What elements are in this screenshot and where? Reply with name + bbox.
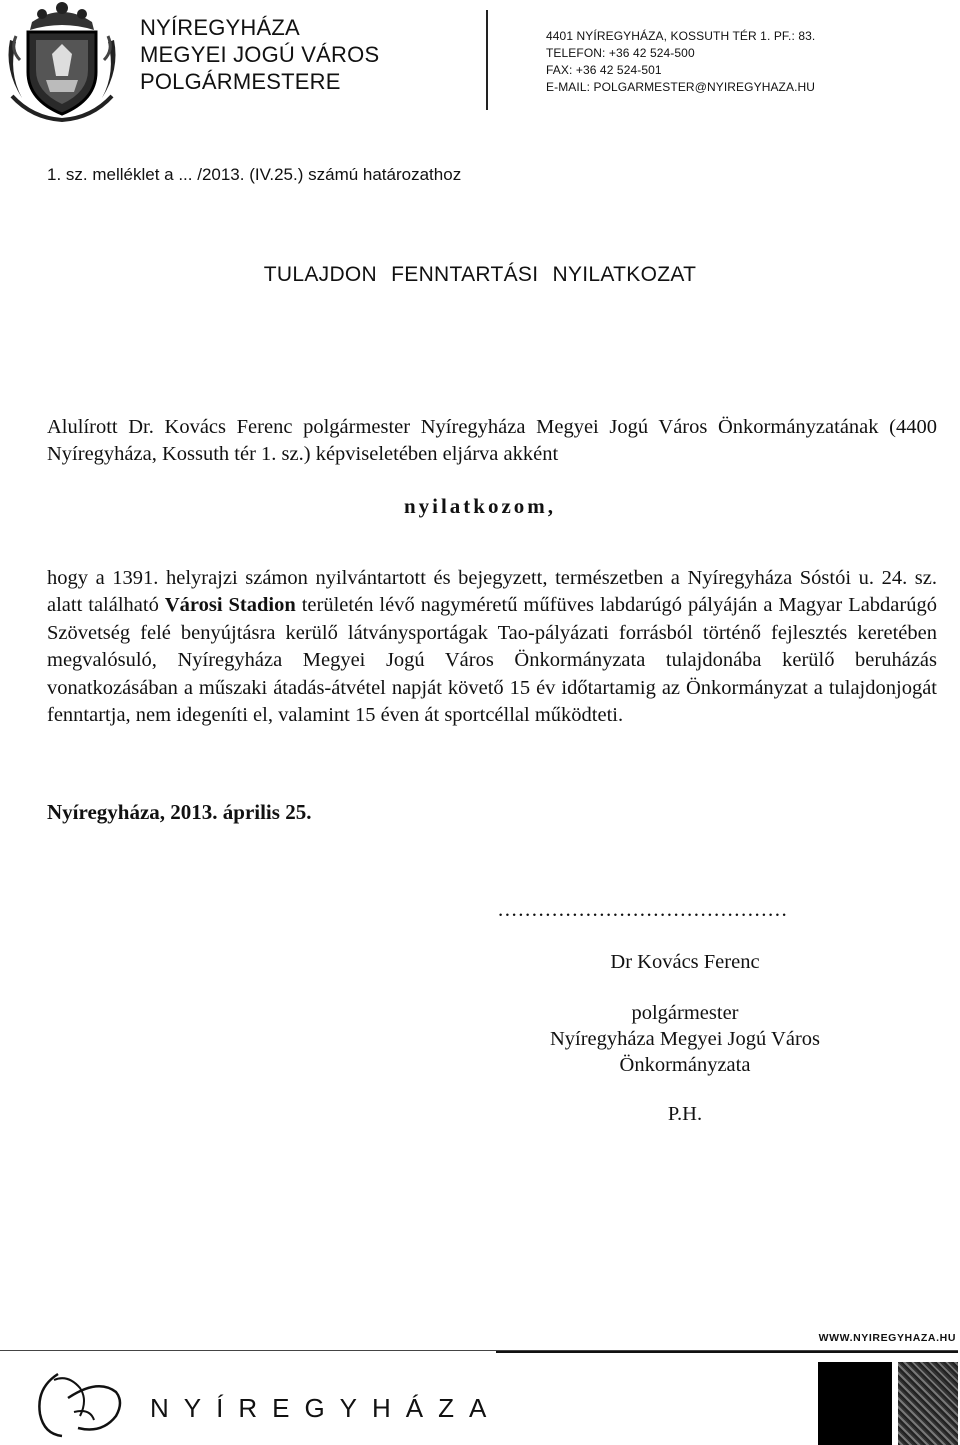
coat-of-arms-icon bbox=[2, 0, 122, 122]
annex-reference: 1. sz. melléklet a ... /2013. (IV.25.) számú határozathoz bbox=[47, 165, 462, 184]
city-logo-icon bbox=[28, 1368, 128, 1440]
body-paragraph bbox=[47, 565, 937, 729]
header-divider bbox=[486, 10, 488, 110]
contact-email: E-MAIL: POLGARMESTER@NYIREGYHAZA.HU bbox=[546, 80, 816, 94]
document-date: Nyíregyháza, 2013. április 25. bbox=[47, 800, 312, 824]
stamp-placeholder: P.H. bbox=[667, 1103, 703, 1125]
contact-phone: TELEFON: +36 42 524-500 bbox=[546, 46, 695, 60]
body-text-part-2: területén lévő nagyméretű műfüves labdarúgó pályáján a Magyar Labdarúgó Szövetség felé benyújtásra kerülő látványsportágak Tao-pályázati forrásból történő fejlesztés keretében megvalósuló, Nyíregyháza Megyei Jogú Város Önkormányzata tulajdonába kerülő beruházás vonatkozásában a műszaki átadás-átvétel napját követő 15 év időtartamig az Önkormányzat a tulajdonjogát fenntartja, nem idegeníti el, valamint 15 éven át sportcéllal működteti. bbox=[47, 594, 937, 727]
signatory-name: Dr Kovács Ferenc bbox=[610, 951, 760, 973]
footer-dark-block bbox=[818, 1362, 892, 1445]
organization-name bbox=[140, 14, 379, 95]
org-line-1: NYÍREGYHÁZA bbox=[140, 15, 300, 40]
contact-block bbox=[546, 28, 815, 96]
body-text-bold: Városi Stadion bbox=[164, 594, 296, 617]
org-line-3: POLGÁRMESTERE bbox=[140, 69, 341, 94]
footer-website: WWW.NYIREGYHAZA.HU bbox=[818, 1332, 956, 1344]
declaration-word: nyilatkozom, bbox=[403, 494, 557, 518]
signatory-title-block bbox=[500, 1000, 870, 1078]
signature-line: ........................................... bbox=[498, 897, 789, 921]
org-line-2: MEGYEI JOGÚ VÁROS bbox=[140, 42, 380, 67]
document-title: TULAJDON FENNTARTÁSI NYILATKOZAT bbox=[263, 263, 697, 286]
signatory-role: polgármester bbox=[631, 1002, 739, 1024]
footer-pattern-block bbox=[898, 1362, 958, 1445]
intro-paragraph: Alulírott Dr. Kovács Ferenc polgármester Nyíregyháza Megyei Jogú Város Önkormányzatának (4400 Nyíregyháza, Kossuth tér 1. sz.) képviseletében eljárva akként bbox=[47, 416, 937, 466]
signatory-org-line-1: Nyíregyháza Megyei Jogú Város bbox=[549, 1028, 821, 1050]
footer-rule-bold bbox=[496, 1351, 958, 1353]
signatory-org-line-2: Önkormányzata bbox=[619, 1054, 751, 1076]
contact-address: 4401 NYÍREGYHÁZA, KOSSUTH TÉR 1. PF.: 83. bbox=[546, 29, 816, 43]
body-text-part-1: hogy a 1391. helyrajzi számon nyilvántartott és bejegyzett, természetben a Nyíregyháza Sóstói u. 24. sz. alatt található bbox=[47, 567, 937, 617]
contact-fax: FAX: +36 42 524-501 bbox=[546, 63, 662, 77]
footer-city-name: NYÍREGYHÁZA bbox=[150, 1393, 502, 1423]
